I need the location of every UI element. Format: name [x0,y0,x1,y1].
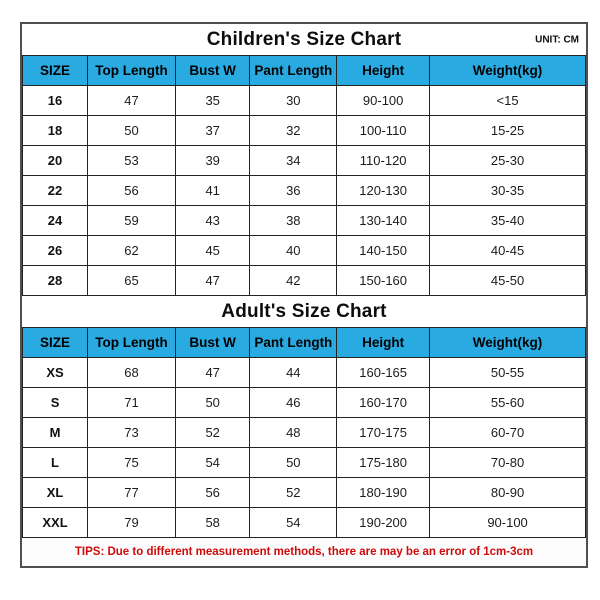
value-cell: 37 [175,116,250,146]
value-cell: 130-140 [337,206,430,236]
size-cell: 16 [23,86,88,116]
value-cell: 75 [88,448,176,478]
value-cell: 52 [250,478,337,508]
column-header: Height [337,56,430,86]
value-cell: 47 [175,358,250,388]
table-row [23,418,586,448]
column-header: Bust W [175,328,250,358]
value-cell: 47 [88,86,176,116]
value-cell: 25-30 [430,146,586,176]
table-row [23,206,586,236]
value-cell: 35 [175,86,250,116]
value-cell: 90-100 [430,508,586,538]
value-cell: 150-160 [337,266,430,296]
value-cell: 190-200 [337,508,430,538]
column-header: Pant Length [250,328,337,358]
value-cell: 39 [175,146,250,176]
value-cell: 30 [250,86,337,116]
value-cell: 40-45 [430,236,586,266]
size-cell: 28 [23,266,88,296]
value-cell: 100-110 [337,116,430,146]
column-header: Pant Length [250,56,337,86]
value-cell: 34 [250,146,337,176]
value-cell: 140-150 [337,236,430,266]
column-header: Weight(kg) [430,328,586,358]
value-cell: 53 [88,146,176,176]
value-cell: 15-25 [430,116,586,146]
table-row [23,448,586,478]
size-chart-panel [20,22,588,568]
column-header: Top Length [88,328,176,358]
value-cell: 45-50 [430,266,586,296]
header-row [23,56,586,86]
value-cell: 77 [88,478,176,508]
value-cell: 80-90 [430,478,586,508]
value-cell: 52 [175,418,250,448]
value-cell: 58 [175,508,250,538]
value-cell: 41 [175,176,250,206]
size-cell: 26 [23,236,88,266]
size-cell: 18 [23,116,88,146]
value-cell: 54 [175,448,250,478]
value-cell: 79 [88,508,176,538]
size-cell: XS [23,358,88,388]
value-cell: 45 [175,236,250,266]
size-cell: 24 [23,206,88,236]
table-row [23,86,586,116]
tips-text: TIPS: Due to different measurement methods, there are may be an error of 1cm-3cm [74,546,534,558]
value-cell: 70-80 [430,448,586,478]
header-row [23,328,586,358]
table-row [23,478,586,508]
value-cell: 35-40 [430,206,586,236]
column-header: Bust W [175,56,250,86]
tips-row [22,538,586,566]
value-cell: 56 [88,176,176,206]
value-cell: 50 [250,448,337,478]
value-cell: 50 [175,388,250,418]
value-cell: 110-120 [337,146,430,176]
size-cell: XL [23,478,88,508]
table-row [23,508,586,538]
value-cell: 43 [175,206,250,236]
size-cell: S [23,388,88,418]
value-cell: 68 [88,358,176,388]
value-cell: 46 [250,388,337,418]
value-cell: 175-180 [337,448,430,478]
value-cell: 65 [88,266,176,296]
value-cell: 40 [250,236,337,266]
column-header: Top Length [88,56,176,86]
value-cell: 180-190 [337,478,430,508]
value-cell: 90-100 [337,86,430,116]
value-cell: 42 [250,266,337,296]
table-row [23,358,586,388]
value-cell: 48 [250,418,337,448]
column-header: Weight(kg) [430,56,586,86]
table-row [23,176,586,206]
table-row [23,116,586,146]
column-header: SIZE [23,56,88,86]
value-cell: 120-130 [337,176,430,206]
size-cell: XXL [23,508,88,538]
size-cell: L [23,448,88,478]
value-cell: 44 [250,358,337,388]
value-cell: 50-55 [430,358,586,388]
size-cell: 20 [23,146,88,176]
value-cell: 160-170 [337,388,430,418]
table-row [23,146,586,176]
value-cell: 56 [175,478,250,508]
table-row [23,236,586,266]
value-cell: 47 [175,266,250,296]
children-title: Children's Size Chart [206,28,402,50]
value-cell: 55-60 [430,388,586,418]
size-cell: 22 [23,176,88,206]
table-row [23,388,586,418]
value-cell: 50 [88,116,176,146]
value-cell: 73 [88,418,176,448]
column-header: Height [337,328,430,358]
value-cell: 160-165 [337,358,430,388]
table-row [23,266,586,296]
value-cell: 32 [250,116,337,146]
size-cell: M [23,418,88,448]
value-cell: 30-35 [430,176,586,206]
adults-title-row [22,296,586,327]
adults-size-table [22,327,586,538]
value-cell: 62 [88,236,176,266]
value-cell: 36 [250,176,337,206]
children-size-table [22,55,586,296]
value-cell: 60-70 [430,418,586,448]
unit-label: UNIT: CM [535,34,579,45]
value-cell: 170-175 [337,418,430,448]
column-header: SIZE [23,328,88,358]
value-cell: <15 [430,86,586,116]
value-cell: 71 [88,388,176,418]
children-title-row [22,24,586,55]
value-cell: 59 [88,206,176,236]
value-cell: 54 [250,508,337,538]
value-cell: 38 [250,206,337,236]
adults-title: Adult's Size Chart [221,300,387,322]
